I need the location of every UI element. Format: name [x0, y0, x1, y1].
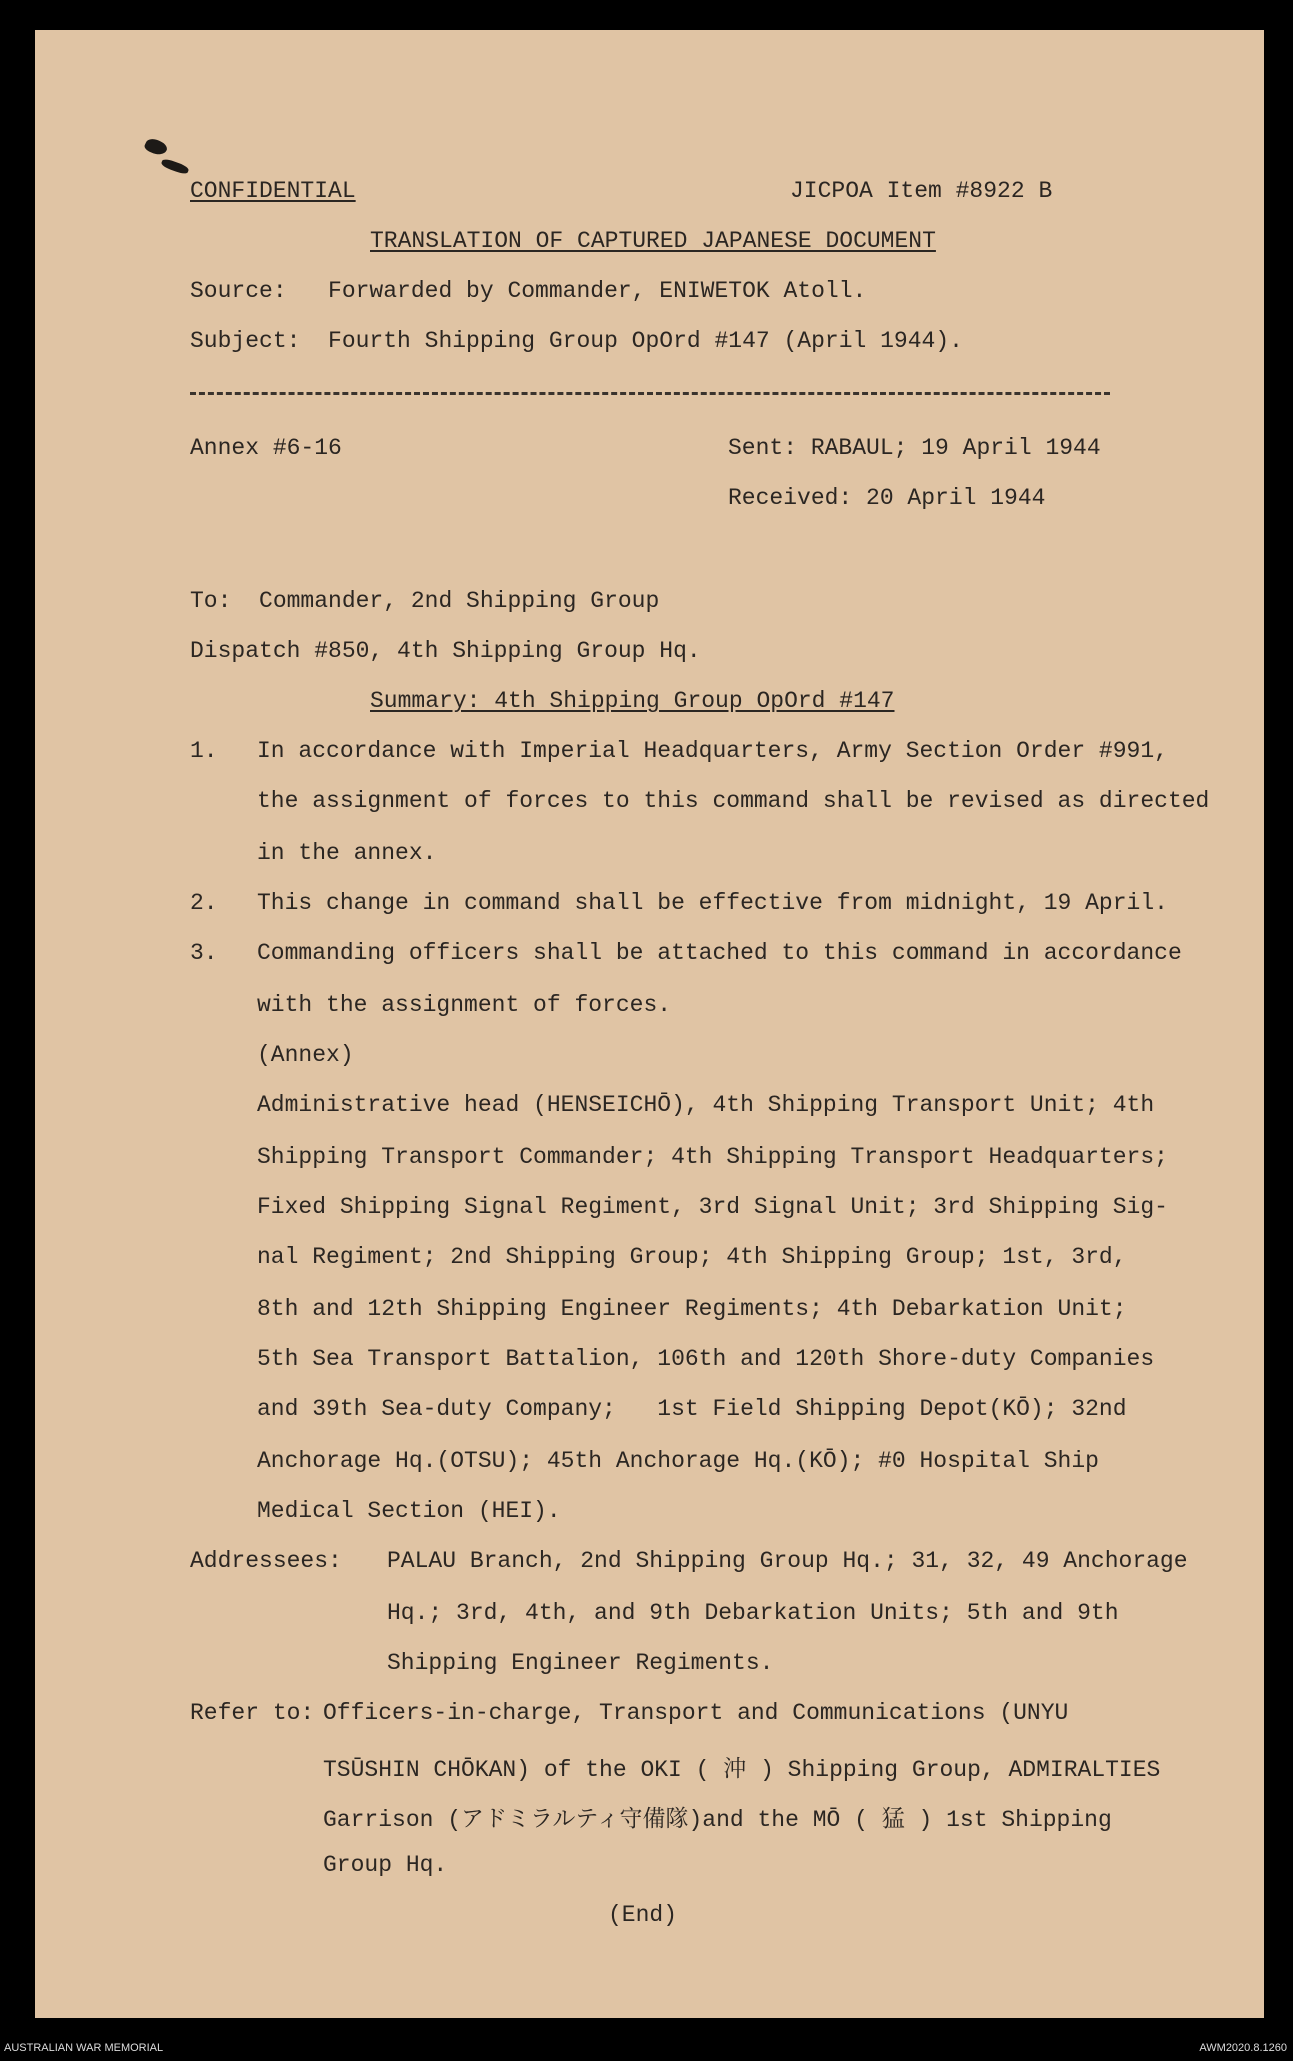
archive-credit: AUSTRALIAN WAR MEMORIAL [4, 2042, 164, 2054]
annex-line: Administrative head (HENSEICHŌ), 4th Shipping Transport Unit; 4th [257, 1092, 1155, 1118]
subject-line: Subject: Fourth Shipping Group OpOrd #147 (April 1944). [190, 328, 963, 354]
item-number: JICPOA Item #8922 B [790, 178, 1053, 204]
addressees-line: PALAU Branch, 2nd Shipping Group Hq.; 31, 32, 49 Anchorage [387, 1548, 1188, 1574]
refer-line: Garrison (アドミラルティ守備隊)and the MŌ ( 猛 ) 1st Shipping [323, 1807, 1112, 1833]
annex-line: Shipping Transport Commander; 4th Shipping Transport Headquarters; [257, 1144, 1168, 1170]
paragraph-number: 1. [190, 738, 218, 764]
annex-line: nal Regiment; 2nd Shipping Group; 4th Shipping Group; 1st, 3rd, [257, 1244, 1127, 1270]
annex-number: Annex #6-16 [190, 435, 342, 461]
document-page [35, 30, 1264, 2018]
paragraph-line: the assignment of forces to this command shall be revised as directed [257, 788, 1210, 814]
classification-label: CONFIDENTIAL [190, 178, 356, 204]
paragraph-line: with the assignment of forces. [257, 992, 672, 1018]
received-line: Received: 20 April 1944 [728, 485, 1046, 511]
source-line: Source: Forwarded by Commander, ENIWETOK Atoll. [190, 278, 867, 304]
addressees-line: Shipping Engineer Regiments. [387, 1650, 774, 1676]
refer-label: Refer to: [190, 1700, 315, 1726]
annex-label: (Annex) [257, 1042, 354, 1068]
paragraph-number: 3. [190, 940, 218, 966]
annex-line: and 39th Sea-duty Company; 1st Field Shipping Depot(KŌ); 32nd [257, 1396, 1127, 1422]
ink-blot [143, 136, 169, 158]
annex-line: 8th and 12th Shipping Engineer Regiments; 4th Debarkation Unit; [257, 1296, 1127, 1322]
annex-line: 5th Sea Transport Battalion, 106th and 120th Shore-duty Companies [257, 1346, 1155, 1372]
paragraph-line: In accordance with Imperial Headquarters, Army Section Order #991, [257, 738, 1168, 764]
paragraph-line: in the annex. [257, 840, 437, 866]
paragraph-line: Commanding officers shall be attached to this command in accordance [257, 940, 1182, 966]
archive-reference: AWM2020.8.1260 [1199, 2042, 1287, 2054]
document-title: TRANSLATION OF CAPTURED JAPANESE DOCUMENT [370, 228, 936, 254]
addressees-label: Addressees: [190, 1548, 342, 1574]
annex-line: Medical Section (HEI). [257, 1498, 561, 1524]
refer-line: Group Hq. [323, 1852, 448, 1878]
refer-line: TSŪSHIN CHŌKAN) of the OKI ( 沖 ) Shipping Group, ADMIRALTIES [323, 1757, 1161, 1783]
annex-line: Fixed Shipping Signal Regiment, 3rd Signal Unit; 3rd Shipping Sig- [257, 1194, 1168, 1220]
annex-line: Anchorage Hq.(OTSU); 45th Anchorage Hq.(KŌ); #0 Hospital Ship [257, 1448, 1099, 1474]
sent-line: Sent: RABAUL; 19 April 1944 [728, 435, 1101, 461]
addressees-line: Hq.; 3rd, 4th, and 9th Debarkation Units; 5th and 9th [387, 1600, 1119, 1626]
to-line: To: Commander, 2nd Shipping Group [190, 588, 660, 614]
refer-line: Officers-in-charge, Transport and Communications (UNYU [323, 1700, 1069, 1726]
paragraph-number: 2. [190, 890, 218, 916]
ink-blot [160, 157, 189, 175]
dashed-divider [190, 392, 1110, 395]
end-marker: (End) [608, 1902, 678, 1928]
dispatch-line: Dispatch #850, 4th Shipping Group Hq. [190, 638, 701, 664]
paragraph-line: This change in command shall be effective from midnight, 19 April. [257, 890, 1168, 916]
summary-heading: Summary: 4th Shipping Group OpOrd #147 [370, 688, 895, 714]
